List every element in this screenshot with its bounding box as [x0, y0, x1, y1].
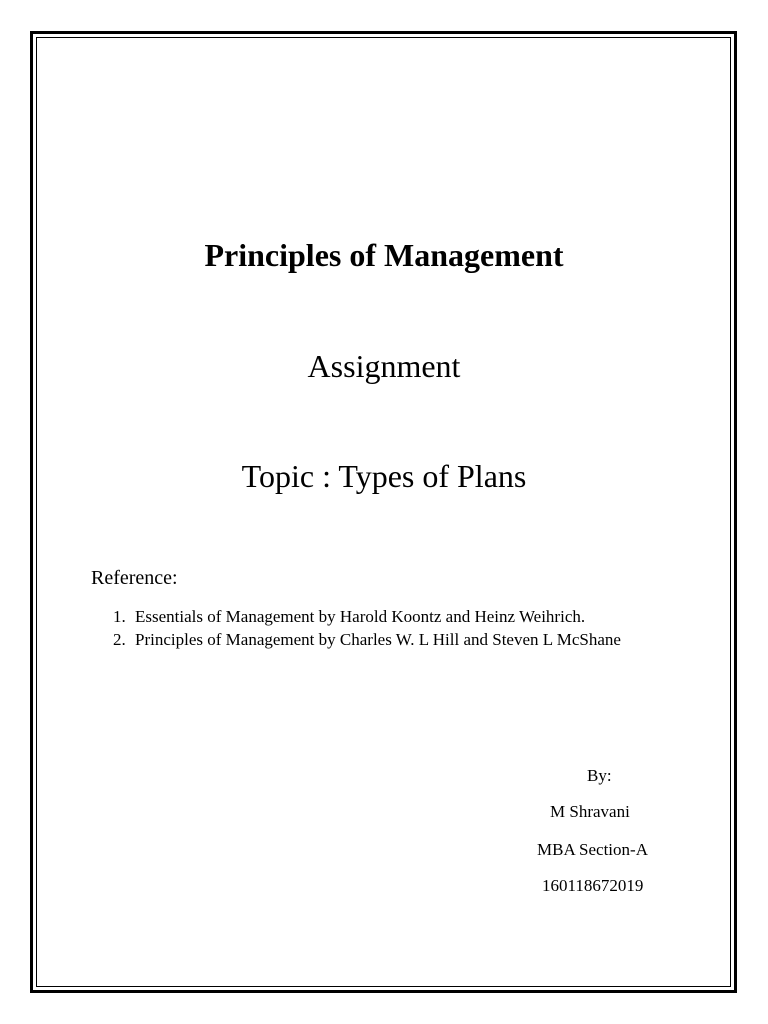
- reference-text: Principles of Management by Charles W. L Hill and Steven L McShane: [135, 630, 621, 649]
- document-topic: Topic : Types of Plans: [241, 458, 527, 494]
- reference-item: [91, 628, 671, 651]
- author-name: M Shravani: [550, 802, 630, 821]
- reference-list: [91, 605, 671, 651]
- document-subtitle: Assignment: [307, 348, 461, 384]
- author-roll-number: 160118672019: [542, 876, 644, 895]
- document-title: Principles of Management: [204, 237, 564, 273]
- reference-heading: Reference:: [91, 567, 178, 589]
- reference-number: 1.: [113, 607, 126, 626]
- author-label: By:: [587, 766, 612, 785]
- author-section: MBA Section-A: [537, 840, 648, 859]
- reference-text: Essentials of Management by Harold Koontz and Heinz Weihrich.: [135, 607, 586, 626]
- reference-item: [91, 605, 671, 628]
- reference-number: 2.: [113, 630, 126, 649]
